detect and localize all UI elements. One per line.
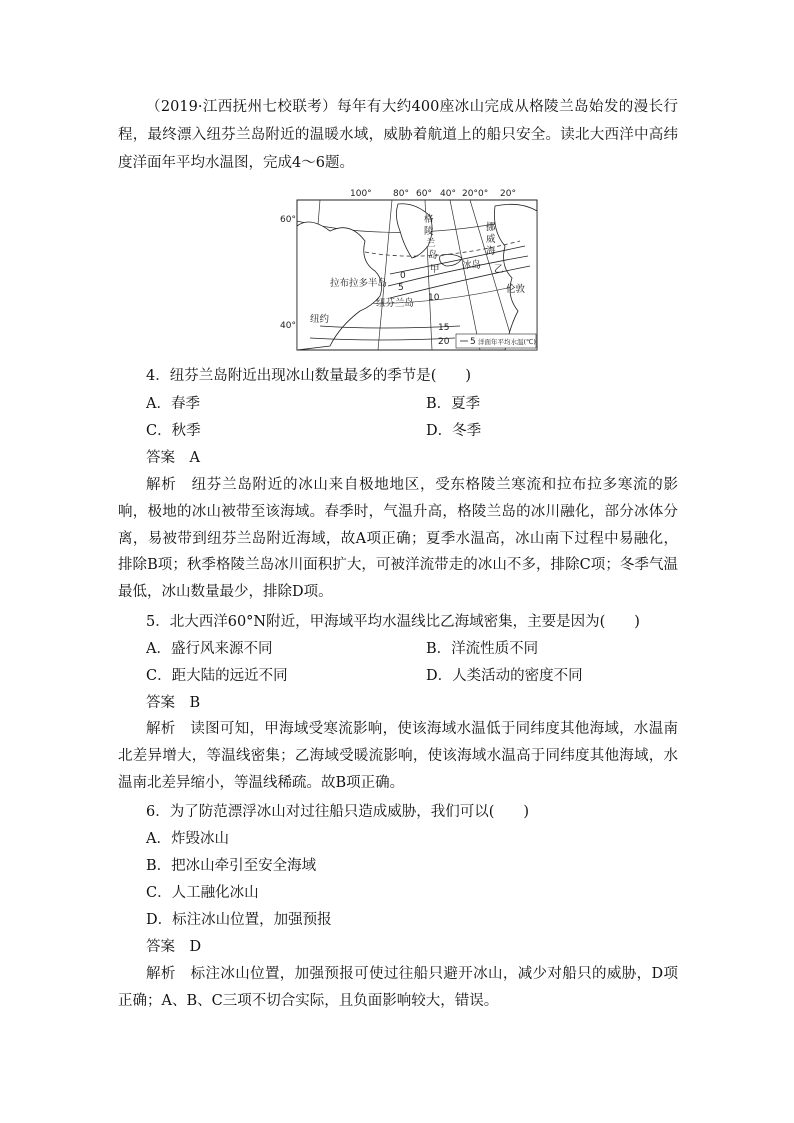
q6-option-b: B．把冰山牵引至安全海域 xyxy=(146,858,317,874)
greenland-label: 兰 xyxy=(426,238,436,249)
q4-option-d: D．冬季 xyxy=(426,423,482,439)
q6-option-a: A．炸毁冰山 xyxy=(146,831,229,847)
q4-option-c: C．秋季 xyxy=(146,423,201,439)
question-4-stem: 4．纽芬兰岛附近出现冰山数量最多的季节是( ) xyxy=(146,368,472,384)
lon-label: 20° xyxy=(500,189,516,199)
isotherm-value: 15 xyxy=(438,323,450,333)
legend-value: 5 xyxy=(470,337,476,347)
lon-label: 100° xyxy=(350,189,372,199)
q5-option-c: C．距大陆的远近不同 xyxy=(146,668,288,684)
q4-option-b: B．夏季 xyxy=(426,396,481,412)
isotherm-value: 20 xyxy=(438,337,450,347)
isotherm-value: 10 xyxy=(428,293,440,303)
yi-label: 乙 xyxy=(494,264,504,275)
q5-analysis: 解析 读图可知，甲海域受寒流影响，使该海域水温低于同纬度其他海域，水温南北差异增大，等温线密集；乙海域受暖流影响，使该海域水温高于同纬度其他海域，水温南北差异缩小，等温线稀疏。故B项正确。 xyxy=(118,721,678,791)
lat-label: 40° xyxy=(280,321,296,331)
intro-paragraph: （2019·江西抚州七校联考）每年有大约400座冰山完成从格陵兰岛始发的漫长行程，最终漂入纽芬兰岛附近的温暖水域，威胁着航道上的船只安全。读北大西洋中高纬度洋面年平均水温图，完成4～6题。 xyxy=(118,99,678,171)
q4-answer: 答案 A xyxy=(146,450,200,466)
q4-option-a: A．春季 xyxy=(146,396,200,412)
norway-sea-label: 威 xyxy=(486,234,496,245)
jia-label: 甲 xyxy=(430,264,440,275)
q6-answer: 答案 D xyxy=(146,939,202,955)
q6-option-d: D．标注冰山位置，加强预报 xyxy=(146,912,332,928)
isotherm-value: 5 xyxy=(398,283,404,293)
newyork-label: 纽约 xyxy=(310,314,330,325)
iceland-label: 冰岛 xyxy=(462,260,482,271)
q5-option-a: A．盛行风来源不同 xyxy=(146,641,273,657)
lon-label: 20° xyxy=(462,189,478,199)
q6-analysis: 解析 标注冰山位置，加强预报可使过往船只避开冰山，减少对船只的威胁，D项正确；A、B、C三项不切合实际，且负面影响较大，错误。 xyxy=(118,966,678,1009)
question-5-stem: 5．北大西洋60°N附近，甲海域平均水温线比乙海域密集，主要是因为( ) xyxy=(146,614,640,630)
labrador-label: 拉布拉多半岛 xyxy=(330,278,388,289)
q5-option-b: B．洋流性质不同 xyxy=(426,641,539,657)
q5-answer: 答案 B xyxy=(146,695,201,711)
norway-sea-label: 挪 xyxy=(486,222,496,233)
lon-label: 60° xyxy=(416,189,432,199)
lat-label: 60° xyxy=(280,215,296,225)
q4-analysis: 解析 纽芬兰岛附近的冰山来自极地地区，受东格陵兰寒流和拉布拉多寒流的影响，极地的冰山被带至该海域。春季时，气温升高，格陵兰岛的冰川融化，部分冰体分离，易被带到纽芬兰岛附近海域，故A项正确；夏季水温高，冰山南下过程中易融化，排除B项；秋季格陵兰岛冰川面积扩大，可被洋流带走的冰山不多，排除C项；冬季气温最低，冰山数量最少，排除D项。 xyxy=(118,477,678,601)
greenland-label: 格 xyxy=(424,214,434,225)
isotherm-map xyxy=(280,186,542,354)
isotherm-value: 0 xyxy=(400,271,406,281)
greenland-label: 陵 xyxy=(424,226,434,237)
lon-label: 40° xyxy=(440,189,456,199)
norway-sea-label: 海 xyxy=(486,246,496,257)
greenland-label: 岛 xyxy=(428,250,438,261)
q5-option-d: D．人类活动的密度不同 xyxy=(426,668,583,684)
london-label: 伦敦 xyxy=(506,284,526,295)
lon-label: 80° xyxy=(393,189,409,199)
newfoundland-label: 纽芬兰岛 xyxy=(376,298,415,309)
question-6-stem: 6．为了防范漂浮冰山对过往船只造成威胁，我们可以( ) xyxy=(146,804,530,820)
legend-text: 洋面年平均水温(℃) xyxy=(478,338,536,346)
lon-label: 0° xyxy=(478,189,489,199)
map-svg xyxy=(280,186,542,354)
q6-option-c: C．人工融化冰山 xyxy=(146,885,259,901)
